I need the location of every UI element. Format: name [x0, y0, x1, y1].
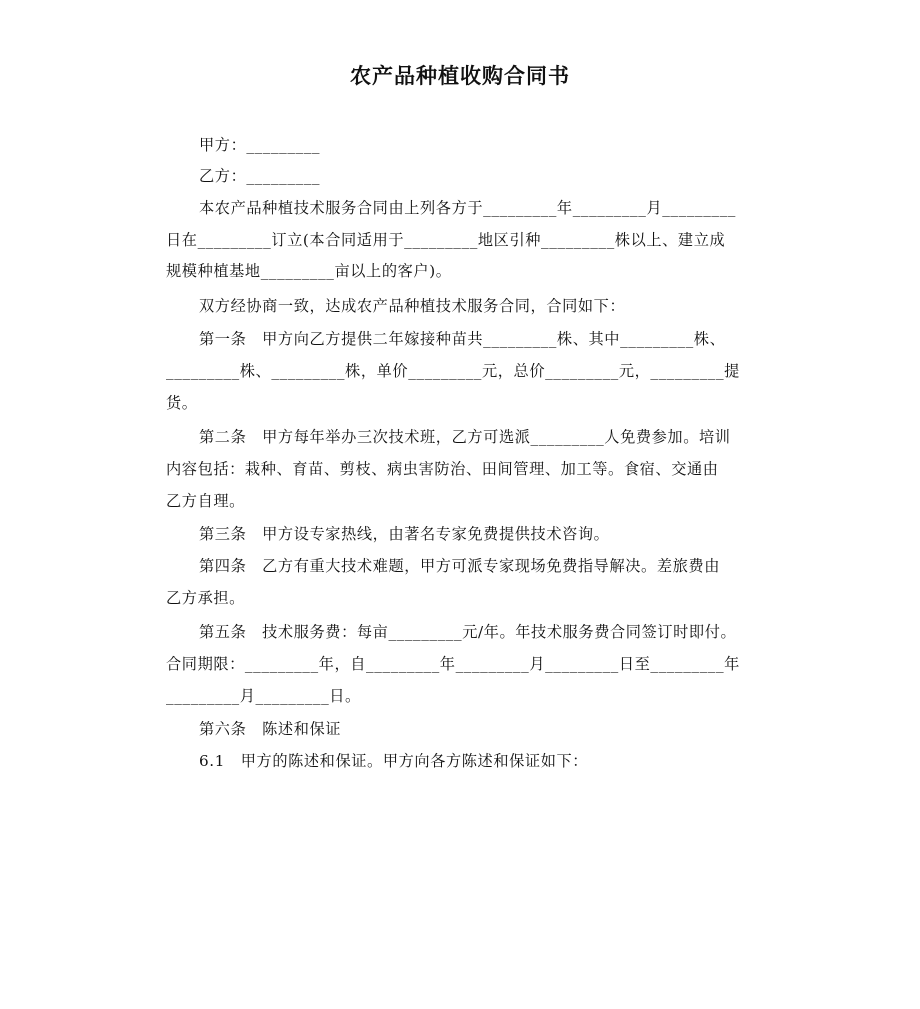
paragraph-intro-line-2: 日在_________订立(本合同适用于_________地区引种_________株以上、建立成 — [166, 231, 726, 249]
article-5-line-1: 第五条 技术服务费：每亩_________元/年。年技术服务费合同签订时即付。 — [199, 623, 737, 641]
document-title: 农产品种植收购合同书 — [350, 64, 570, 88]
paragraph-agreement-line: 双方经协商一致，达成农产品种植技术服务合同，合同如下： — [199, 297, 626, 315]
party-a-line: 甲方：_________ — [199, 136, 321, 154]
article-5-line-3: _________月_________日。 — [166, 687, 361, 705]
article-3-line: 第三条 甲方设专家热线，由著名专家免费提供技术咨询。 — [199, 525, 610, 543]
paragraph-intro-line-1: 本农产品种植技术服务合同由上列各方于_________年_________月_________ — [199, 199, 736, 217]
article-2-line-2: 内容包括：栽种、育苗、剪枝、病虫害防治、田间管理、加工等。食宿、交通由 — [166, 460, 719, 478]
article-1-line-1: 第一条 甲方向乙方提供二年嫁接种苗共_________株、其中_________株、 — [199, 330, 726, 348]
article-2-line-3: 乙方自理。 — [166, 492, 245, 510]
section-6-1-line: 6.1 甲方的陈述和保证。甲方向各方陈述和保证如下： — [199, 752, 589, 770]
party-b-line: 乙方：_________ — [199, 167, 321, 185]
article-4-line-1: 第四条 乙方有重大技术难题，甲方可派专家现场免费指导解决。差旅费由 — [199, 557, 720, 575]
article-6-heading: 第六条 陈述和保证 — [199, 720, 342, 738]
article-5-line-2: 合同期限：_________年，自_________年_________月_________日至_________年 — [166, 655, 740, 673]
article-2-line-1: 第二条 甲方每年举办三次技术班，乙方可选派_________人免费参加。培训 — [199, 428, 731, 446]
article-4-line-2: 乙方承担。 — [166, 589, 245, 607]
paragraph-intro-line-3: 规模种植基地_________亩以上的客户)。 — [166, 262, 452, 280]
article-1-line-2: _________株、_________株，单价_________元，总价_________元，_________提 — [166, 362, 740, 380]
article-1-line-3: 货。 — [166, 394, 198, 412]
